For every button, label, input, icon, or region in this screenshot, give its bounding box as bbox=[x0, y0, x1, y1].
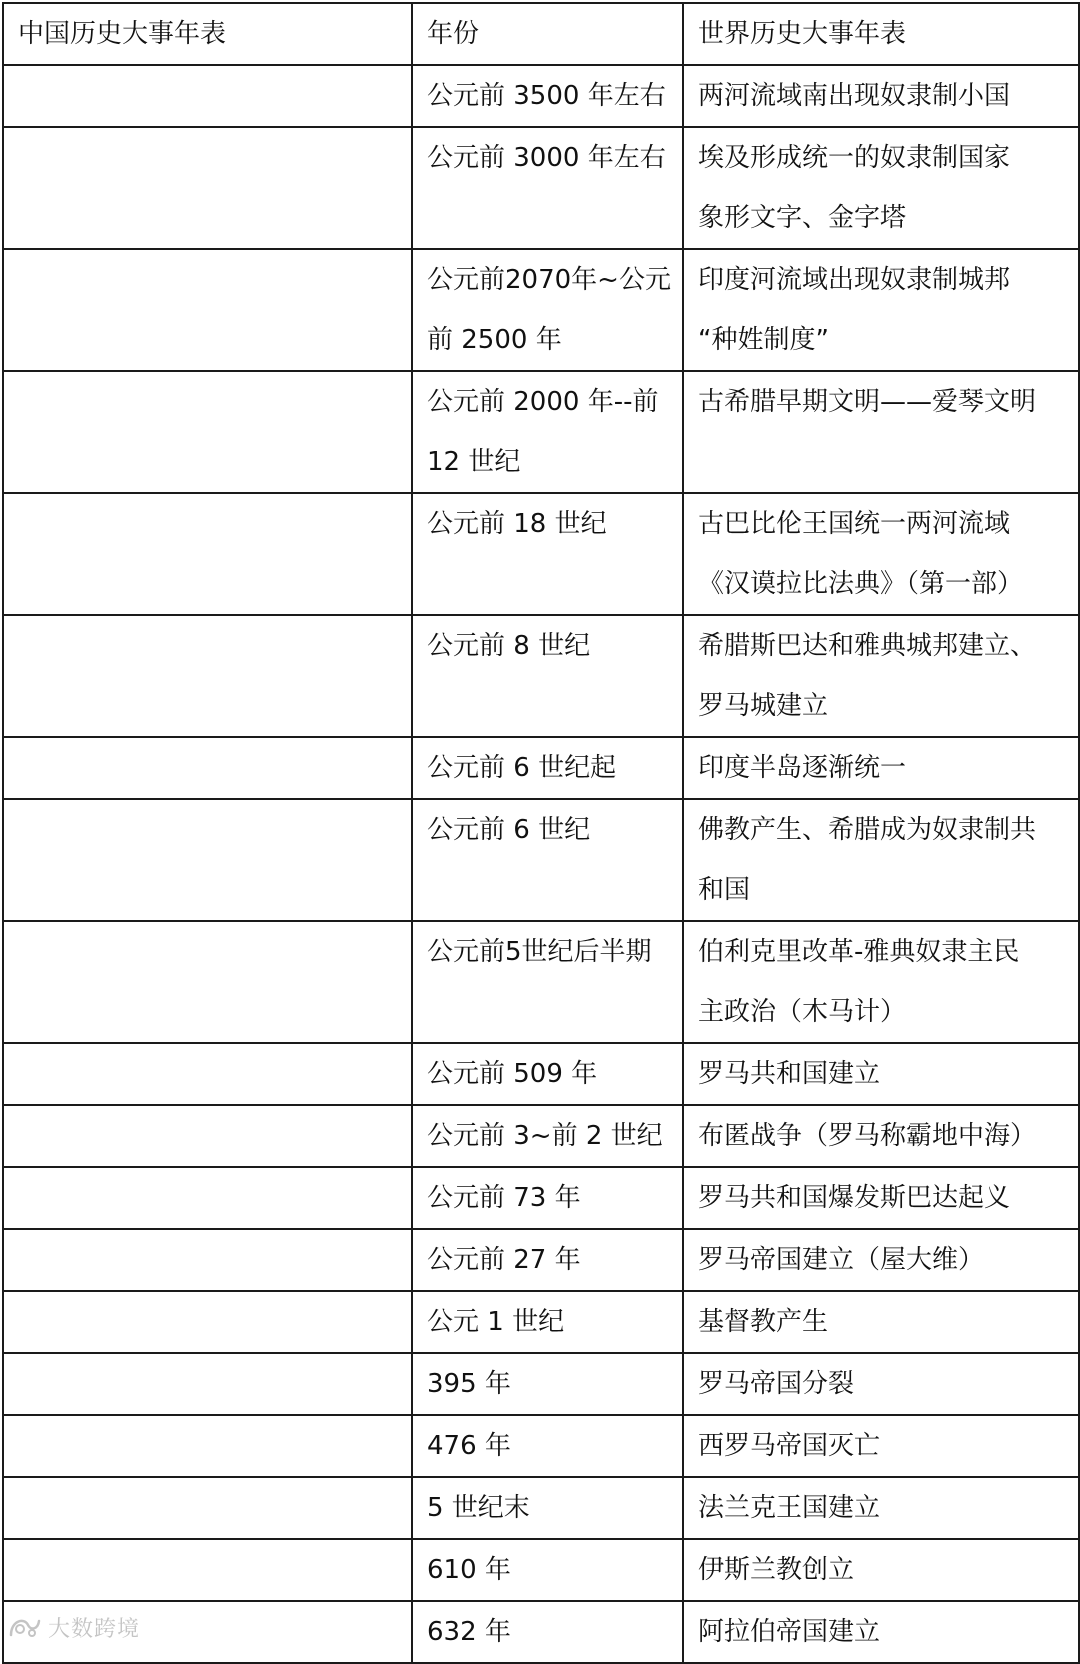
china-event-cell bbox=[3, 1539, 412, 1601]
year-line: 610 年 bbox=[427, 1555, 511, 1585]
china-event-cell bbox=[3, 921, 412, 1043]
brand-logo-icon bbox=[8, 1615, 42, 1639]
china-event-cell bbox=[3, 1353, 412, 1415]
china-event-cell bbox=[3, 1043, 412, 1105]
year-line: 公元前 6 世纪起 bbox=[427, 753, 617, 783]
table-row bbox=[3, 249, 1079, 371]
world-event-line: 和国 bbox=[698, 875, 751, 905]
world-event-line: 基督教产生 bbox=[698, 1307, 829, 1337]
china-event-cell bbox=[3, 1291, 412, 1353]
year-cell bbox=[412, 1167, 683, 1229]
table-row bbox=[3, 493, 1079, 615]
world-event-cell bbox=[683, 249, 1079, 371]
world-event-cell bbox=[683, 737, 1079, 799]
year-cell bbox=[412, 127, 683, 249]
china-event-cell bbox=[3, 799, 412, 921]
world-event-line: 佛教产生、希腊成为奴隶制共 bbox=[698, 815, 1037, 845]
year-line: 公元前 509 年 bbox=[427, 1059, 598, 1089]
year-line: 476 年 bbox=[427, 1431, 511, 1461]
year-cell bbox=[412, 1353, 683, 1415]
world-event-cell bbox=[683, 1105, 1079, 1167]
year-cell bbox=[412, 921, 683, 1043]
world-event-line: 罗马帝国分裂 bbox=[698, 1369, 855, 1399]
china-event-cell bbox=[3, 1167, 412, 1229]
year-line: 公元 1 世纪 bbox=[427, 1307, 565, 1337]
world-event-cell bbox=[683, 1539, 1079, 1601]
china-event-cell bbox=[3, 615, 412, 737]
world-event-line: 埃及形成统一的奴隶制国家 bbox=[698, 143, 1011, 173]
world-event-line: 西罗马帝国灭亡 bbox=[698, 1431, 881, 1461]
year-line: 公元前 8 世纪 bbox=[427, 631, 591, 661]
year-line: 公元前 3500 年左右 bbox=[427, 81, 666, 111]
table-row bbox=[3, 1291, 1079, 1353]
world-event-line: 《汉谟拉比法典》（第一部） bbox=[698, 569, 1024, 599]
china-event-cell bbox=[3, 493, 412, 615]
world-event-line: 罗马帝国建立（屋大维） bbox=[698, 1245, 985, 1275]
world-event-line: 罗马共和国建立 bbox=[698, 1059, 881, 1089]
year-cell bbox=[412, 1539, 683, 1601]
table-row bbox=[3, 1477, 1079, 1539]
table-row bbox=[3, 1043, 1079, 1105]
year-line: 5 世纪末 bbox=[427, 1493, 530, 1523]
year-cell bbox=[412, 1229, 683, 1291]
world-event-cell bbox=[683, 615, 1079, 737]
world-event-line: 两河流域南出现奴隶制小国 bbox=[698, 81, 1011, 111]
year-line: 公元前2070年~公元 bbox=[427, 265, 671, 295]
table-row bbox=[3, 1539, 1079, 1601]
year-line: 公元前 18 世纪 bbox=[427, 509, 607, 539]
world-event-line: 伯利克里改革-雅典奴隶主民 bbox=[698, 937, 1020, 967]
table-row bbox=[3, 737, 1079, 799]
world-event-line: 法兰克王国建立 bbox=[698, 1493, 881, 1523]
year-line: 公元前 3000 年左右 bbox=[427, 143, 666, 173]
world-event-cell bbox=[683, 921, 1079, 1043]
year-cell bbox=[412, 1105, 683, 1167]
world-event-line: “种姓制度” bbox=[698, 325, 829, 355]
year-cell bbox=[412, 1291, 683, 1353]
world-event-cell bbox=[683, 493, 1079, 615]
history-timeline-table bbox=[2, 2, 1080, 1664]
year-cell bbox=[412, 1415, 683, 1477]
year-line: 公元前 3~前 2 世纪 bbox=[427, 1121, 663, 1151]
year-cell bbox=[412, 371, 683, 493]
china-event-cell bbox=[3, 371, 412, 493]
year-cell bbox=[412, 493, 683, 615]
year-line: 公元前 6 世纪 bbox=[427, 815, 591, 845]
world-event-cell bbox=[683, 1601, 1079, 1663]
world-event-cell bbox=[683, 1167, 1079, 1229]
world-event-cell bbox=[683, 1229, 1079, 1291]
china-event-cell bbox=[3, 1229, 412, 1291]
table-row bbox=[3, 1167, 1079, 1229]
year-cell bbox=[412, 65, 683, 127]
year-cell bbox=[412, 737, 683, 799]
table-header-row bbox=[3, 3, 1079, 65]
table-row bbox=[3, 1415, 1079, 1477]
table-row bbox=[3, 1105, 1079, 1167]
year-cell bbox=[412, 1601, 683, 1663]
china-event-cell bbox=[3, 1477, 412, 1539]
world-event-line: 伊斯兰教创立 bbox=[698, 1555, 855, 1585]
header-china-events: 中国历史大事年表 bbox=[3, 3, 412, 65]
world-event-line: 主政治（木马计） bbox=[698, 997, 907, 1027]
world-event-line: 罗马共和国爆发斯巴达起义 bbox=[698, 1183, 1011, 1213]
year-cell bbox=[412, 249, 683, 371]
china-event-cell bbox=[3, 1105, 412, 1167]
header-world-events: 世界历史大事年表 bbox=[683, 3, 1079, 65]
table-row bbox=[3, 1229, 1079, 1291]
table-row bbox=[3, 615, 1079, 737]
watermark bbox=[8, 1612, 140, 1642]
year-cell bbox=[412, 799, 683, 921]
world-event-line: 古希腊早期文明——爱琴文明 bbox=[698, 387, 1037, 417]
world-event-line: 印度河流域出现奴隶制城邦 bbox=[698, 265, 1011, 295]
world-event-line: 印度半岛逐渐统一 bbox=[698, 753, 907, 783]
china-event-cell bbox=[3, 65, 412, 127]
table-row bbox=[3, 127, 1079, 249]
table-row bbox=[3, 1353, 1079, 1415]
year-line: 12 世纪 bbox=[427, 447, 521, 477]
table-row bbox=[3, 799, 1079, 921]
year-line: 前 2500 年 bbox=[427, 325, 562, 355]
china-event-cell bbox=[3, 1415, 412, 1477]
watermark-text: 大数跨境 bbox=[48, 1616, 141, 1642]
world-event-line: 古巴比伦王国统一两河流域 bbox=[698, 509, 1011, 539]
china-event-cell bbox=[3, 127, 412, 249]
world-event-cell bbox=[683, 1353, 1079, 1415]
year-cell bbox=[412, 1477, 683, 1539]
world-event-cell bbox=[683, 1415, 1079, 1477]
table-row bbox=[3, 65, 1079, 127]
table-row bbox=[3, 921, 1079, 1043]
header-year: 年份 bbox=[412, 3, 683, 65]
world-event-line: 象形文字、金字塔 bbox=[698, 203, 907, 233]
year-cell bbox=[412, 1043, 683, 1105]
table-row bbox=[3, 371, 1079, 493]
world-event-cell bbox=[683, 799, 1079, 921]
world-event-line: 希腊斯巴达和雅典城邦建立、 bbox=[698, 631, 1037, 661]
year-line: 公元前 73 年 bbox=[427, 1183, 581, 1213]
world-event-cell bbox=[683, 1477, 1079, 1539]
world-event-cell bbox=[683, 1291, 1079, 1353]
table-row bbox=[3, 1601, 1079, 1663]
year-line: 公元前 2000 年--前 bbox=[427, 387, 659, 417]
year-line: 395 年 bbox=[427, 1369, 511, 1399]
world-event-line: 罗马城建立 bbox=[698, 691, 829, 721]
world-event-cell bbox=[683, 65, 1079, 127]
china-event-cell bbox=[3, 249, 412, 371]
world-event-cell bbox=[683, 371, 1079, 493]
world-event-line: 阿拉伯帝国建立 bbox=[698, 1617, 881, 1647]
world-event-cell bbox=[683, 127, 1079, 249]
year-cell bbox=[412, 615, 683, 737]
year-line: 632 年 bbox=[427, 1617, 511, 1647]
china-event-cell bbox=[3, 737, 412, 799]
year-line: 公元前5世纪后半期 bbox=[427, 937, 652, 967]
world-event-line: 布匿战争（罗马称霸地中海） bbox=[698, 1121, 1037, 1151]
world-event-cell bbox=[683, 1043, 1079, 1105]
year-line: 公元前 27 年 bbox=[427, 1245, 581, 1275]
